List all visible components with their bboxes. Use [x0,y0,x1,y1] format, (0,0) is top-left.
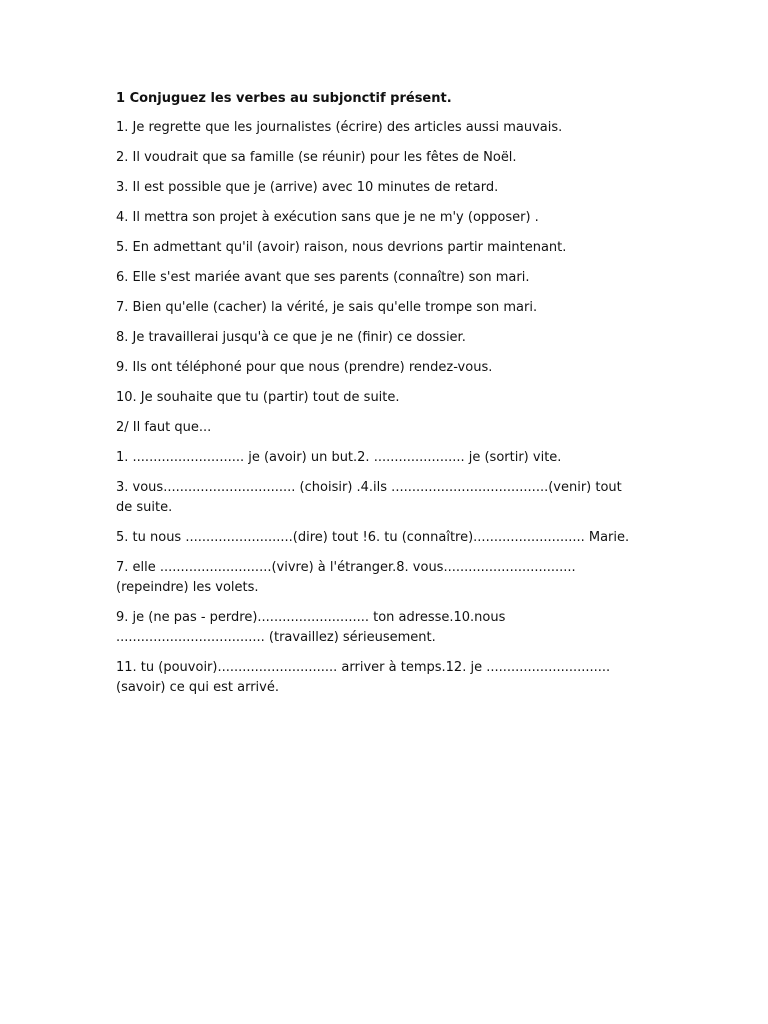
spacer [116,108,636,118]
sentence-1-3: 3. Il est possible que je (arrive) avec 10 minutes de retard. [116,180,499,195]
sentence-1-9: 9. Ils ont téléphoné pour que nous (prendre) rendez-vous. [116,360,493,375]
spacer [116,378,636,388]
sentence-1-2: 2. Il voudrait que sa famille (se réunir) pour les fêtes de Noël. [116,150,517,165]
sentence-2-6: 11. tu (pouvoir)............................. arriver à temps.12. je ..............................(savoir) ce qui est arrivé. [116,660,611,695]
spacer [116,468,636,478]
spacer [116,598,636,608]
sentence-1-8: 8. Je travaillerai jusqu'à ce que je ne (finir) ce dossier. [116,330,466,345]
worksheet [116,84,636,698]
spacer [116,548,636,558]
spacer [116,408,636,418]
spacer [116,168,636,178]
spacer [116,288,636,298]
spacer [116,648,636,658]
exercise-title: 1 Conjuguez les verbes au subjonctif présent. [116,91,452,106]
sentence-2-2: 3. vous................................ (choisir) .4.ils ......................................(venir) tout de suite. [116,480,622,515]
spacer [116,438,636,448]
sentence-2-4: 7. elle ...........................(vivre) à l'étranger.8. vous................................ (repeindre) les volets. [116,560,576,595]
sentence-1-1: 1. Je regrette que les journalistes (écrire) des articles aussi mauvais. [116,120,563,135]
spacer [116,518,636,528]
spacer [116,198,636,208]
sentence-1-4: 4. Il mettra son projet à exécution sans que je ne m'y (opposer) . [116,210,539,225]
section-2-heading: 2/ Il faut que... [116,420,212,435]
spacer [116,138,636,148]
sentence-2-3: 5. tu nous ..........................(dire) tout !6. tu (connaître)........................... Marie. [116,530,630,545]
sentence-1-7: 7. Bien qu'elle (cacher) la vérité, je sais qu'elle trompe son mari. [116,300,538,315]
sentence-1-10: 10. Je souhaite que tu (partir) tout de suite. [116,390,400,405]
sentence-2-5: 9. je (ne pas - perdre)........................... ton adresse.10.nous .................................... (travaillez) sérieusement. [116,610,506,645]
spacer [116,318,636,328]
sentence-1-6: 6. Elle s'est mariée avant que ses parents (connaître) son mari. [116,270,530,285]
spacer [116,348,636,358]
spacer [116,258,636,268]
spacer [116,228,636,238]
sentence-2-1: 1. ........................... je (avoir) un but.2. ...................... je (sortir) vite. [116,450,562,465]
sentence-1-5: 5. En admettant qu'il (avoir) raison, nous devrions partir maintenant. [116,240,567,255]
